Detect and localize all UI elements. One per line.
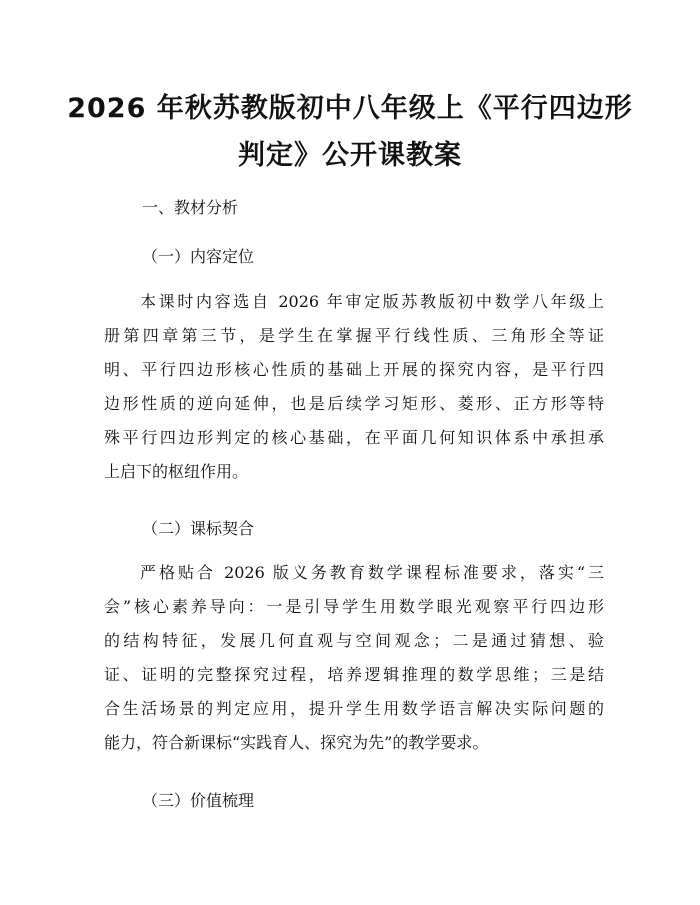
subsection-heading-content-positioning: （一）内容定位 — [142, 247, 255, 266]
paragraph-line: 严格贴合 2026 版义务教育数学课程标准要求，落实“三 — [140, 563, 604, 582]
paragraph-line: 合生活场景的判定应用，提升学生用数学语言解决实际问题的 — [104, 699, 604, 718]
paragraph-curriculum-alignment — [104, 561, 604, 765]
document-title-line-2: 判定》公开课教案 — [238, 140, 462, 171]
paragraph-line: 证、证明的完整探究过程，培养逻辑推理的数学思维；三是结 — [104, 665, 604, 684]
paragraph-content-positioning — [104, 290, 604, 494]
paragraph-line: 明、平行四边形核心性质的基础上开展的探究内容，是平行四 — [104, 360, 604, 379]
paragraph-line: 上启下的枢纽作用。 — [104, 462, 249, 481]
paragraph-line: 殊平行四边形判定的核心基础，在平面几何知识体系中承担承 — [104, 428, 604, 447]
paragraph-line: 本课时内容选自 2026 年审定版苏教版初中数学八年级上 — [140, 292, 604, 311]
subsection-heading-curriculum-alignment: （二）课标契合 — [142, 519, 255, 538]
paragraph-line: 能力，符合新课标“实践育人、探究为先”的教学要求。 — [104, 733, 489, 752]
paragraph-line: 的结构特征，发展几何直观与空间观念；二是通过猜想、验 — [104, 631, 604, 650]
subsection-heading-value-review: （三）价值梳理 — [142, 791, 255, 810]
paragraph-line: 边形性质的逆向延伸，也是后续学习矩形、菱形、正方形等特 — [104, 394, 604, 413]
document-title-line-1: 2026 年秋苏教版初中八年级上《平行四边形 — [67, 93, 633, 124]
paragraph-line: 册第四章第三节，是学生在掌握平行线性质、三角形全等证 — [104, 326, 604, 345]
paragraph-line: 会”核心素养导向：一是引导学生用数学眼光观察平行四边形 — [104, 597, 604, 616]
section-heading: 一、教材分析 — [142, 198, 239, 217]
